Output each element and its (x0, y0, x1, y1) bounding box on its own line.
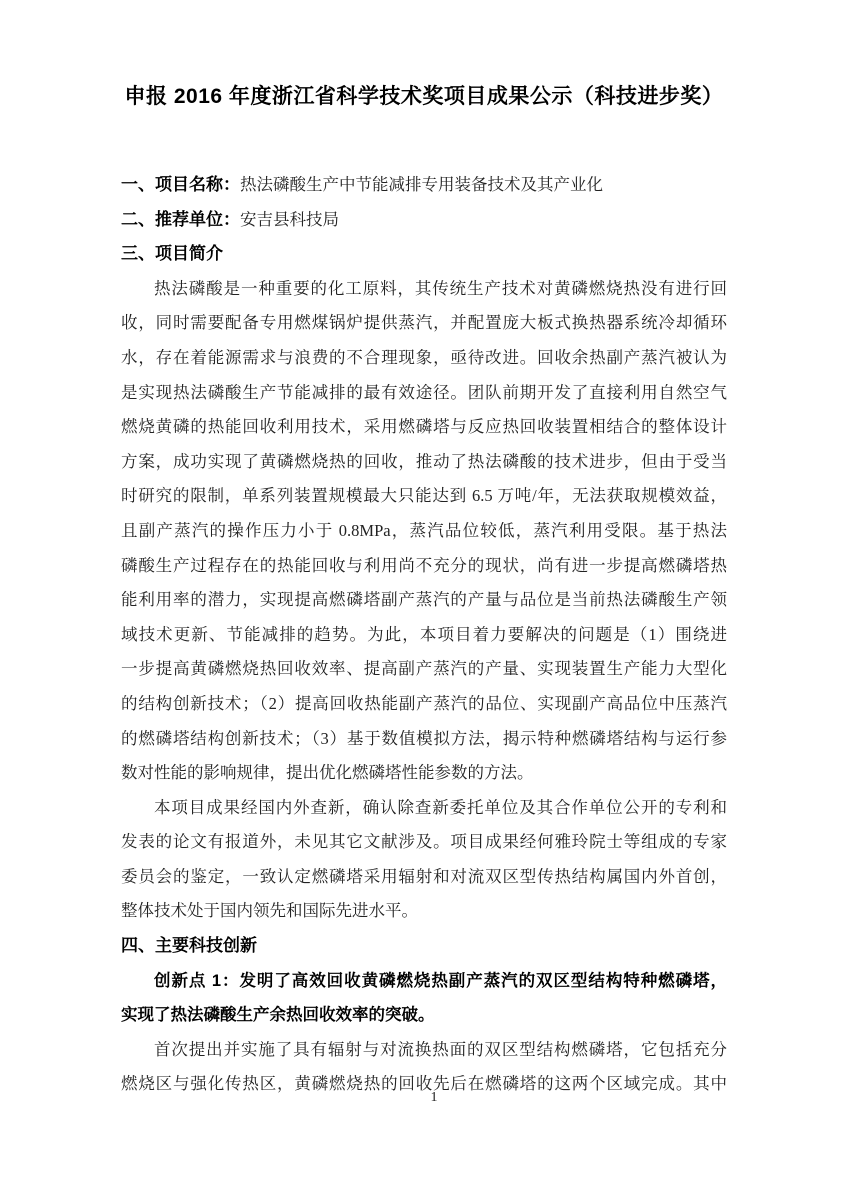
intro-paragraph-1 (121, 272, 727, 791)
body-line: 磷酸生产过程存在的热能回收与利用尚不充分的现状，尚有进一步提高燃磷塔热 (121, 555, 727, 575)
document-content (121, 84, 727, 1102)
body-line: 本项目成果经国内外查新，确认除查新委托单位及其合作单位公开的专利和 (154, 797, 727, 817)
project-name-value: 热法磷酸生产中节能减排专用装备技术及其产业化 (240, 175, 603, 194)
page-title: 申报 2016 年度浙江省科学技术奖项目成果公示（科技进步奖） (124, 85, 724, 108)
meta-item-recommender (121, 203, 727, 238)
body-line: 委员会的鉴定，一致认定燃磷塔采用辐射和对流双区型传热结构属国内外首创， (121, 866, 727, 886)
body-line: 是实现热法磷酸生产节能减排的最有效途径。团队前期开发了直接利用自然空气 (121, 382, 727, 402)
page-number: 1 (430, 1090, 438, 1105)
body-line: 的结构创新技术；（2）提高回收热能副产蒸汽的品位、实现副产高品位中压蒸汽 (121, 693, 727, 713)
intro-heading-label: 三、项目简介 (121, 244, 223, 264)
body-line: 域技术更新、节能减排的趋势。为此，本项目着力要解决的问题是（1）围绕进 (121, 624, 727, 644)
body-line: 收，同时需要配备专用燃煤锅炉提供蒸汽，并配置庞大板式换热器系统冷却循环 (121, 313, 727, 333)
body-line: 一步提高黄磷燃烧热回收效率、提高副产蒸汽的产量、实现装置生产能力大型化 (121, 659, 727, 679)
recommender-value: 安吉县科技局 (240, 209, 339, 229)
innovation-point-1-paragraph (121, 964, 727, 1033)
body-line: 发表的论文有报道外，未见其它文献涉及。项目成果经何雅玲院士等组成的专家 (121, 832, 727, 852)
project-name-label: 一、项目名称： (121, 175, 240, 194)
body-line: 方案，成功实现了黄磷燃烧热的回收，推动了热法磷酸的技术进步，但由于受当 (121, 451, 727, 471)
body-line: 水，存在着能源需求与浪费的不合理现象，亟待改进。回收余热副产蒸汽被认为 (121, 347, 727, 367)
intro-paragraph-2 (121, 791, 727, 929)
section4-heading: 四、主要科技创新 (121, 936, 257, 956)
recommender-label: 二、推荐单位： (121, 209, 240, 229)
body-line: 数对性能的影响规律，提出优化燃磷塔性能参数的方法。 (121, 763, 534, 783)
body-line: 热法磷酸是一种重要的化工原料，其传统生产技术对黄磷燃烧热没有进行回 (154, 278, 727, 298)
body-line: 燃烧黄磷的热能回收利用技术，采用燃磷塔与反应热回收装置相结合的整体设计 (121, 417, 727, 437)
meta-block (121, 168, 727, 272)
body-line: 的燃磷塔结构创新技术；（3）基于数值模拟方法，揭示特种燃磷塔结构与运行参 (121, 728, 727, 748)
body-line: 能利用率的潜力，实现提高燃磷塔副产蒸汽的产量与品位是当前热法磷酸生产领 (121, 590, 727, 610)
innovation-line: 创新点 1：发明了高效回收黄磷燃烧热副产蒸汽的双区型结构特种燃磷塔， (154, 971, 727, 990)
innovation-line: 实现了热法磷酸生产余热回收效率的突破。 (121, 1006, 435, 1025)
body-line: 首次提出并实施了具有辐射与对流换热面的双区型结构燃磷塔，它包括充分 (154, 1039, 727, 1059)
meta-item-project-name (121, 168, 727, 203)
body-line: 燃烧区与强化传热区，黄磷燃烧热的回收先后在燃磷塔的这两个区域完成。其中 (121, 1074, 727, 1094)
body-line: 时研究的限制，单系列装置规模最大只能达到 6.5 万吨/年，无法获取规模效益， (121, 486, 727, 506)
body-line: 且副产蒸汽的操作压力小于 0.8MPa，蒸汽品位较低，蒸汽利用受限。基于热法 (121, 520, 727, 540)
body-line: 整体技术处于国内领先和国际先进水平。 (121, 901, 418, 921)
meta-item-intro-heading (121, 237, 727, 272)
